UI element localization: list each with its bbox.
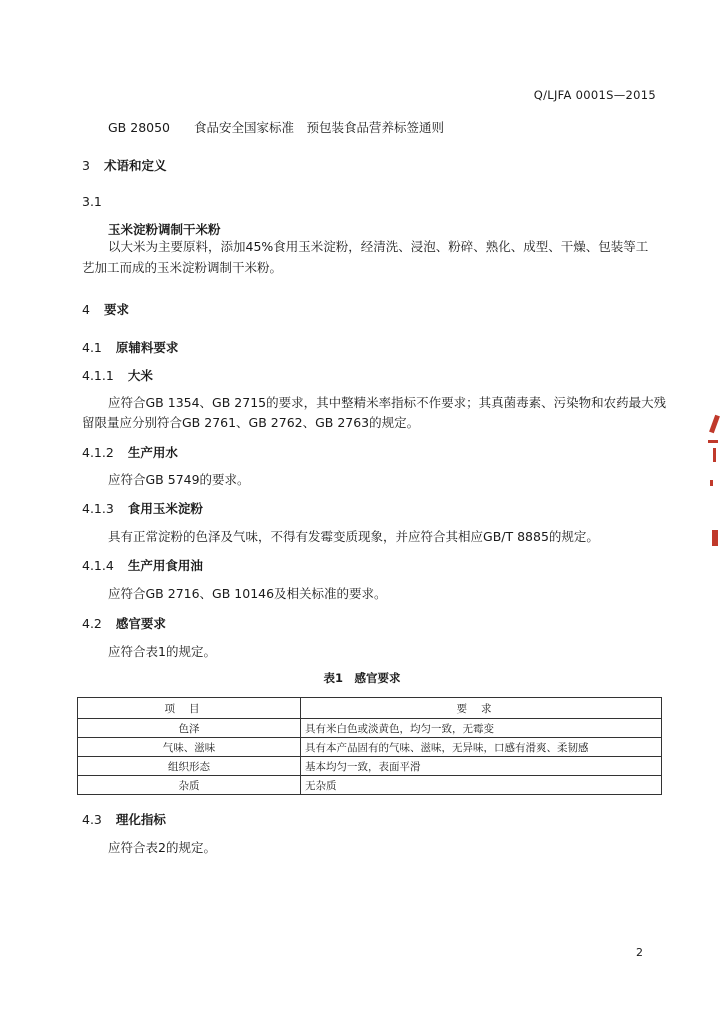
seal-fragment [713,448,716,462]
section-number: 4 [82,302,90,317]
table-cell-requirement: 无杂质 [301,776,662,795]
table-row [78,757,662,776]
table-header-cell: 项目 [78,698,301,719]
physicochemical-instruction: 应符合表2的规定。 [108,840,216,855]
page-number: 2 [636,946,643,959]
section-title: 食用玉米淀粉 [127,501,203,516]
section-4-3-heading [82,810,166,828]
table-cell-item: 杂质 [78,776,301,795]
section-4-heading [82,300,129,318]
section-title: 大米 [127,368,153,383]
table-cell-requirement: 具有本产品固有的气味、滋味，无异味，口感有滑爽、柔韧感 [301,738,662,757]
seal-fragment [709,415,720,434]
reference-title: 食品安全国家标准 预包装食品营养标签通则 [193,120,444,135]
section-4-1-1-heading [82,366,153,384]
section-number: 4.1.3 [82,501,114,516]
section-number: 4.1.1 [82,368,114,383]
section-4-1-2-heading [82,443,178,461]
table-cell-item: 组织形态 [78,757,301,776]
table-row [78,719,662,738]
table-row [78,776,662,795]
section-4-1-4-heading [82,556,203,574]
reference-code: GB 28050 [108,120,170,135]
section-title: 生产用食用油 [127,558,203,573]
term-definition-line2: 艺加工而成的玉米淀粉调制干米粉。 [82,260,283,275]
section-4-1-3-heading [82,499,203,517]
section-number: 4.1.4 [82,558,114,573]
table-row [78,738,662,757]
sensory-table [77,697,662,795]
section-3-1-number: 3.1 [82,194,102,209]
section-number: 4.1.2 [82,445,114,460]
table-cell-requirement: 基本均匀一致，表面平滑 [301,757,662,776]
starch-requirement: 具有正常淀粉的色泽及气味，不得有发霉变质现象，并应符合其相应GB/T 8885的规定。 [108,529,599,544]
section-title: 原辅料要求 [115,340,179,355]
section-4-2-heading [82,614,166,632]
section-title: 感官要求 [115,616,166,631]
section-number: 4.1 [82,340,102,355]
term-definition-line1: 以大米为主要原料，添加45%食用玉米淀粉，经清洗、浸泡、粉碎、熟化、成型、干燥、包装等工 [108,239,649,254]
seal-fragment [710,480,713,486]
section-4-1-heading [82,338,178,356]
seal-fragment [708,440,718,443]
section-title: 术语和定义 [103,158,167,173]
section-number: 4.2 [82,616,102,631]
section-number: 3 [82,158,90,173]
table-header-cell: 要求 [301,698,662,719]
table-header-row [78,698,662,719]
reference-line [108,118,444,136]
section-title: 理化指标 [115,812,166,827]
seal-fragment [712,530,718,546]
sensory-instruction: 应符合表1的规定。 [108,644,216,659]
document-code: Q/LJFA 0001S—2015 [533,88,656,102]
table-caption: 表1 感官要求 [323,671,401,685]
oil-requirement: 应符合GB 2716、GB 10146及相关标准的要求。 [108,586,387,601]
term-title: 玉米淀粉调制干米粉 [108,222,221,237]
table-cell-requirement: 具有米白色或淡黄色，均匀一致，无霉变 [301,719,662,738]
rice-requirement-line1: 应符合GB 1354、GB 2715的要求，其中整精米率指标不作要求；其真菌毒素、污染物和农药最大残 [108,395,667,410]
water-requirement: 应符合GB 5749的要求。 [108,472,250,487]
section-title: 生产用水 [127,445,178,460]
section-title: 要求 [103,302,129,317]
section-number: 4.3 [82,812,102,827]
table-cell-item: 色泽 [78,719,301,738]
rice-requirement-line2: 留限量应分别符合GB 2761、GB 2762、GB 2763的规定。 [82,415,420,430]
section-3-heading [82,156,166,174]
table-cell-item: 气味、滋味 [78,738,301,757]
